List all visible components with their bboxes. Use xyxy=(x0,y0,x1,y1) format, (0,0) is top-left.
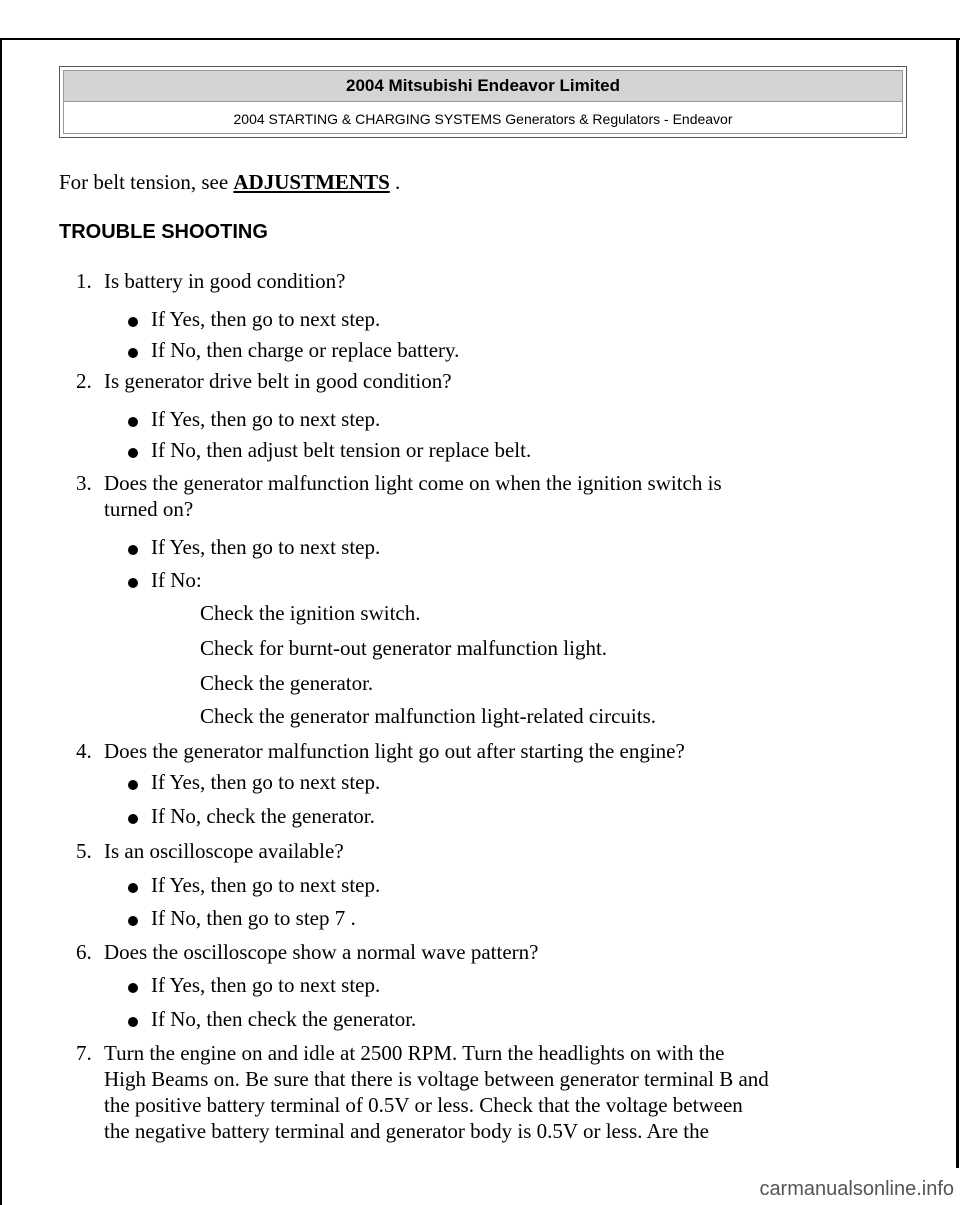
step-text: Does the generator malfunction light come on when the ignition switch is xyxy=(104,471,722,495)
document-subtitle: 2004 STARTING & CHARGING SYSTEMS Generators & Regulators - Endeavor xyxy=(233,111,733,127)
step-bullet: If No, then charge or replace battery. xyxy=(151,338,460,362)
step-number: 1. xyxy=(76,269,92,293)
step-number: 6. xyxy=(76,940,92,964)
bullet-icon xyxy=(128,780,138,790)
bullet-icon xyxy=(128,983,138,993)
bullet-icon xyxy=(128,417,138,427)
document-header-inner xyxy=(63,70,903,134)
section-heading: TROUBLE SHOOTING xyxy=(59,221,268,243)
bullet-icon xyxy=(128,916,138,926)
check-item: Check the generator. xyxy=(200,671,374,695)
step-bullet: If Yes, then go to next step. xyxy=(151,973,381,997)
bullet-icon xyxy=(128,545,138,555)
bullet-icon xyxy=(128,1017,138,1027)
step-text: turned on? xyxy=(104,497,194,521)
step-bullet: If No, check the generator. xyxy=(151,804,375,828)
step-number: 3. xyxy=(76,471,92,495)
page-frame-top xyxy=(0,38,960,40)
watermark: carmanualsonline.info xyxy=(759,1178,954,1200)
check-item: Check the generator malfunction light-related circuits. xyxy=(200,704,656,728)
page-frame-left xyxy=(0,38,2,1205)
bullet-icon xyxy=(128,317,138,327)
step-text: the positive battery terminal of 0.5V or less. Check that the voltage between xyxy=(104,1093,743,1117)
step-bullet: If No, then go to step 7 . xyxy=(151,906,356,930)
belt-tension-note xyxy=(59,170,400,195)
step-text: Does the generator malfunction light go out after starting the engine? xyxy=(104,739,685,763)
step-text: Turn the engine on and idle at 2500 RPM. Turn the headlights on with the xyxy=(104,1041,725,1065)
step-bullet: If No: xyxy=(151,568,202,592)
step-text: High Beams on. Be sure that there is voltage between generator terminal B and xyxy=(104,1067,769,1091)
page-frame-right xyxy=(956,38,959,1168)
step-text: Is an oscilloscope available? xyxy=(104,839,344,863)
bullet-icon xyxy=(128,883,138,893)
step-number: 2. xyxy=(76,369,92,393)
step-number: 5. xyxy=(76,839,92,863)
step-text: Is generator drive belt in good condition? xyxy=(104,369,452,393)
step-text: the negative battery terminal and generator body is 0.5V or less. Are the xyxy=(104,1119,709,1143)
bullet-icon xyxy=(128,814,138,824)
step-bullet: If Yes, then go to next step. xyxy=(151,407,381,431)
check-item: Check the ignition switch. xyxy=(200,601,421,625)
step-text: Is battery in good condition? xyxy=(104,269,346,293)
bullet-icon xyxy=(128,448,138,458)
document-title: 2004 Mitsubishi Endeavor Limited xyxy=(64,71,902,102)
intro-prefix: For belt tension, see xyxy=(59,170,229,194)
bullet-icon xyxy=(128,578,138,588)
step-bullet: If Yes, then go to next step. xyxy=(151,535,381,559)
step-bullet: If No, then check the generator. xyxy=(151,1007,417,1031)
step-number: 7. xyxy=(76,1041,92,1065)
bullet-icon xyxy=(128,348,138,358)
step-text: Does the oscilloscope show a normal wave pattern? xyxy=(104,940,539,964)
step-bullet: If Yes, then go to next step. xyxy=(151,307,381,331)
step-number: 4. xyxy=(76,739,92,763)
check-item: Check for burnt-out generator malfunction light. xyxy=(200,636,608,660)
step-bullet: If No, then adjust belt tension or replace belt. xyxy=(151,438,532,462)
adjustments-link[interactable]: ADJUSTMENTS xyxy=(233,170,390,194)
step-bullet: If Yes, then go to next step. xyxy=(151,770,381,794)
intro-suffix: . xyxy=(395,170,401,194)
document-header xyxy=(59,66,907,138)
step-bullet: If Yes, then go to next step. xyxy=(151,873,381,897)
